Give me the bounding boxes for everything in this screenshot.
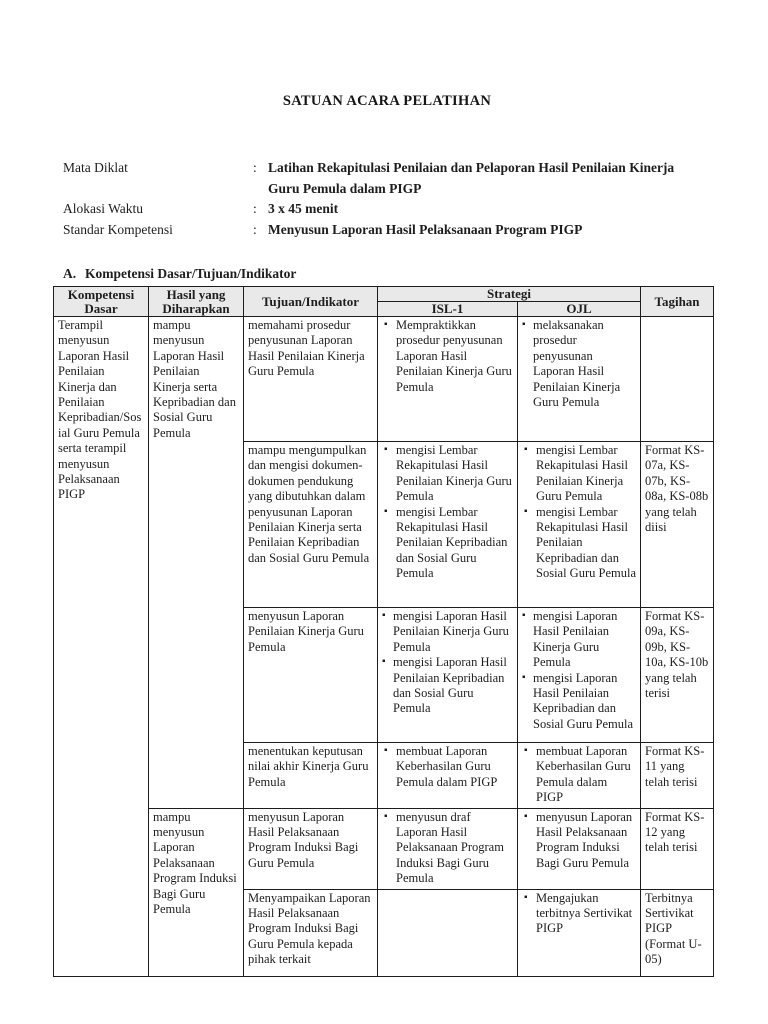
cell-isl xyxy=(378,608,518,743)
cell-tujuan: menyusun Laporan Hasil Pelaksanaan Program Induksi Bagi Guru Pemula xyxy=(244,808,378,889)
meta-value: Latihan Rekapitulasi Penilaian dan Pelaporan Hasil Penilaian Kinerja Guru Pemula dalam PIGP xyxy=(268,160,675,196)
cell-tagihan: Format KS-11 yang telah terisi xyxy=(641,743,714,809)
meta-colon: : xyxy=(253,160,257,175)
bullet-item: ▪ menyusun draf Laporan Hasil Pelaksanaan Program Induksi Bagi Guru Pemula xyxy=(382,810,513,887)
col-header-hasil: Hasil yang Diharapkan xyxy=(149,287,244,317)
table-row xyxy=(54,317,714,442)
cell-tagihan: Terbitnya Sertivikat PIGP (Format U-05) xyxy=(641,889,714,976)
header-row-1 xyxy=(54,287,714,302)
cell-ojl xyxy=(518,889,641,976)
col-header-ojl: OJL xyxy=(518,302,641,317)
cell-tujuan: Menyampaikan Laporan Hasil Pelaksanaan Program Induksi Bagi Guru Pemula kepada pihak terkait xyxy=(244,889,378,976)
meta-block xyxy=(63,158,711,240)
bullet-item: ▪ mengisi Laporan Hasil Penilaian Kinerja Guru Pemula xyxy=(522,609,636,671)
meta-row-standar-kompetensi xyxy=(63,220,711,241)
meta-colon: : xyxy=(253,201,257,216)
col-header-tagihan: Tagihan xyxy=(641,287,714,317)
bullet-item: ▪ mengisi Lembar Rekapitulasi Hasil Penilaian Kinerja Guru Pemula xyxy=(522,443,636,505)
cell-hasil-2: mampu menyusun Laporan Pelaksanaan Program Induksi Bagi Guru Pemula xyxy=(149,808,244,976)
cell-ojl xyxy=(518,608,641,743)
meta-label: Standar Kompetensi xyxy=(63,221,173,237)
meta-colon: : xyxy=(253,221,257,237)
cell-isl xyxy=(378,317,518,442)
bullet-item: ▪ mengisi Lembar Rekapitulasi Hasil Penilaian Kepribadian dan Sosial Guru Pemula xyxy=(382,505,513,582)
bullet-item: ▪ membuat Laporan Keberhasilan Guru Pemula dalam PIGP xyxy=(382,744,513,790)
table-row xyxy=(54,808,714,889)
cell-tujuan: menentukan keputusan nilai akhir Kinerja Guru Pemula xyxy=(244,743,378,809)
competency-table xyxy=(53,286,714,977)
col-header-isl1: ISL-1 xyxy=(378,302,518,317)
cell-isl xyxy=(378,808,518,889)
bullet-item: ▪ mengisi Laporan Hasil Penilaian Kinerja Guru Pemula xyxy=(382,609,513,655)
meta-row-mata-diklat xyxy=(63,158,711,199)
col-header-kompetensi-dasar: Kompetensi Dasar xyxy=(54,287,149,317)
bullet-item: ▪ Mempraktikkan prosedur penyusunan Laporan Hasil Penilaian Kinerja Guru Pemula xyxy=(382,318,513,395)
meta-label: Alokasi Waktu xyxy=(63,201,144,216)
cell-ojl xyxy=(518,317,641,442)
col-header-strategi: Strategi xyxy=(378,287,641,302)
cell-hasil-1: mampu menyusun Laporan Hasil Penilaian Kinerja serta Kepribadian dan Sosial Guru Pemula xyxy=(149,317,244,809)
cell-kompetensi-dasar: Terampil menyusun Laporan Hasil Penilaian Kinerja dan Penilaian Kepribadian/Sosial Guru Pemula serta terampil menyusun Pelaksanaan PIGP xyxy=(54,317,149,977)
bullet-item: ▪ melaksanakan prosedur penyusunan Laporan Hasil Penilaian Kinerja Guru Pemula xyxy=(522,318,636,410)
cell-ojl xyxy=(518,808,641,889)
meta-row-alokasi-waktu xyxy=(63,199,711,220)
cell-tagihan: Format KS-07a, KS-07b, KS-08a, KS-08b yang telah diisi xyxy=(641,442,714,608)
bullet-item: ▪ mengisi Laporan Hasil Penilaian Kepribadian dan Sosial Guru Pemula xyxy=(382,655,513,717)
cell-isl xyxy=(378,743,518,809)
bullet-item: ▪ mengisi Laporan Hasil Penilaian Kepribadian dan Sosial Guru Pemula xyxy=(522,671,636,733)
bullet-item: ▪ mengisi Lembar Rekapitulasi Hasil Penilaian Kepribadian dan Sosial Guru Pemula xyxy=(522,505,636,582)
section-heading xyxy=(63,266,711,282)
document-title: SATUAN ACARA PELATIHAN xyxy=(282,93,492,109)
cell-isl xyxy=(378,889,518,976)
col-header-tujuan: Tujuan/Indikator xyxy=(244,287,378,317)
cell-tujuan: memahami prosedur penyusunan Laporan Hasil Penilaian Kinerja Guru Pemula xyxy=(244,317,378,442)
cell-tujuan: mampu mengumpulkan dan mengisi dokumen-dokumen pendukung yang dibutuhkan dalam penyusunan Laporan Penilaian Kinerja serta Penilaian Kepribadian dan Sosial Guru Pemula xyxy=(244,442,378,608)
bullet-item: ▪ membuat Laporan Keberhasilan Guru Pemula dalam PIGP xyxy=(522,744,636,806)
section-heading-text: Kompetensi Dasar/Tujuan/Indikator xyxy=(85,266,297,281)
section-marker: A. xyxy=(63,266,77,281)
cell-ojl xyxy=(518,743,641,809)
meta-value: 3 x 45 menit xyxy=(268,201,339,216)
bullet-item: ▪ menyusun Laporan Hasil Pelaksanaan Program Induksi Bagi Guru Pemula xyxy=(522,810,636,872)
bullet-item: ▪ mengisi Lembar Rekapitulasi Hasil Penilaian Kinerja Guru Pemula xyxy=(382,443,513,505)
bullet-item: ▪ Mengajukan terbitnya Sertivikat PIGP xyxy=(522,891,636,937)
cell-tagihan: Format KS-12 yang telah terisi xyxy=(641,808,714,889)
cell-tagihan xyxy=(641,317,714,442)
cell-tujuan: menyusun Laporan Penilaian Kinerja Guru Pemula xyxy=(244,608,378,743)
cell-tagihan: Format KS-09a, KS-09b, KS-10a, KS-10b yang telah terisi xyxy=(641,608,714,743)
cell-isl xyxy=(378,442,518,608)
cell-ojl xyxy=(518,442,641,608)
meta-value: Menyusun Laporan Hasil Pelaksanaan Program PIGP xyxy=(268,221,583,237)
meta-label: Mata Diklat xyxy=(63,160,128,175)
